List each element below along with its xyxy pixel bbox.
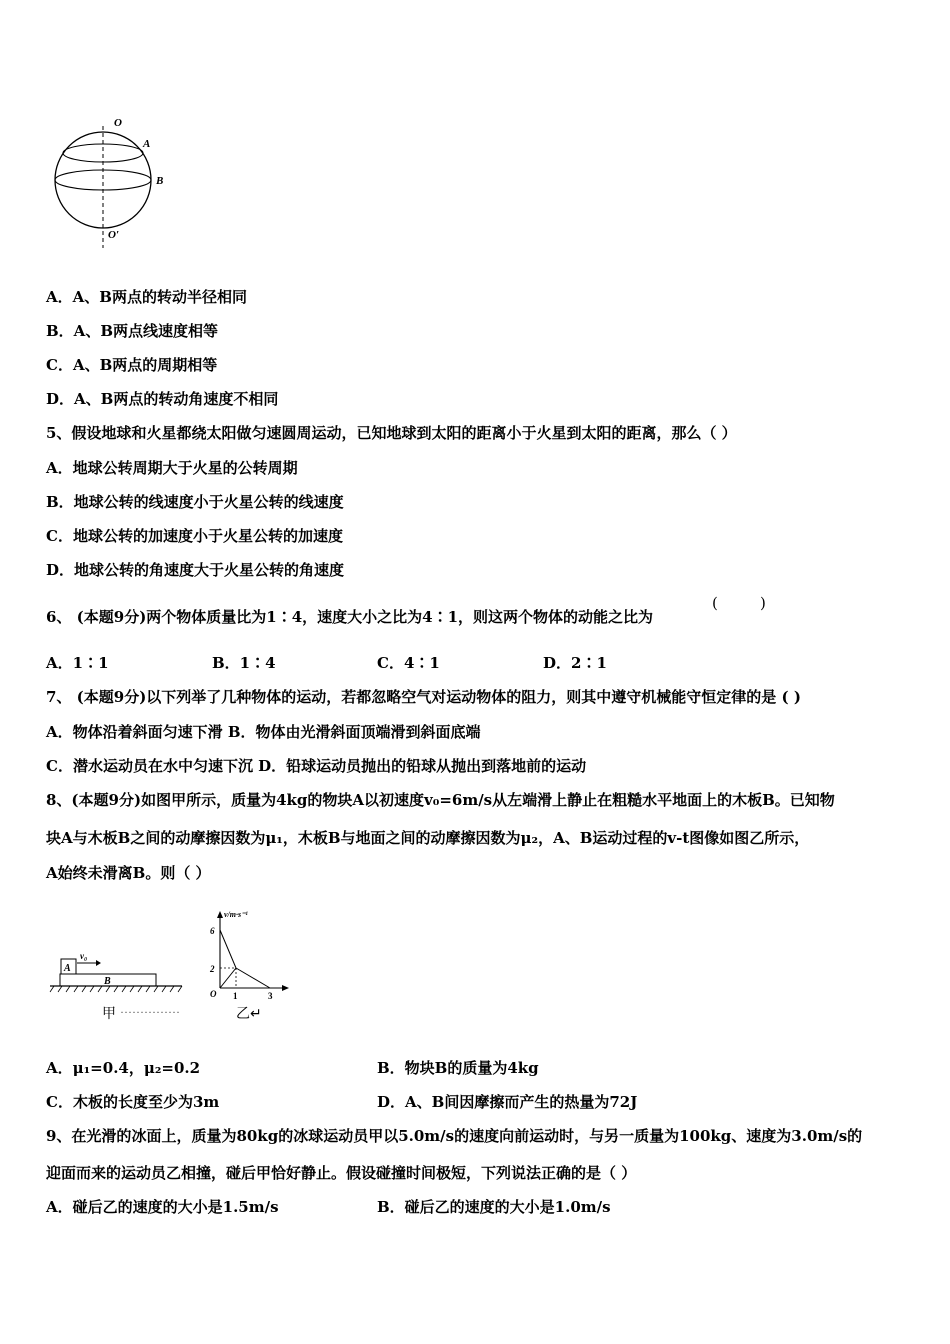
tick-3: 3 (268, 991, 273, 1001)
q7-stem: 7、 (本题9分)以下列举了几种物体的运动，若都忽略空气对运动物体的阻力，则其中遵守机械能守恒定律的是 ( ) (46, 688, 801, 706)
q9-option-a: A．碰后乙的速度的大小是1.5m/s (46, 1198, 279, 1216)
q9-stem-line2: 迎面而来的运动员乙相撞，碰后甲恰好静止。假设碰撞时间极短，下列说法正确的是（ ） (46, 1164, 637, 1182)
q9-option-b: B．碰后乙的速度的大小是1.0m/s (377, 1198, 611, 1216)
a-line (220, 930, 236, 968)
q6-option-a: A．1∶1 (46, 654, 109, 672)
q8-stem-line1: 8、(本题9分)如图甲所示，质量为4kg的物块A以初速度v₀=6m/s从左端滑上静止在粗糙水平地面上的木板B。已知物 (46, 791, 835, 809)
label-a: A (143, 138, 151, 150)
caption-jia: 甲 (102, 1007, 116, 1022)
q4-option-a: A．A、B两点的转动半径相同 (46, 288, 247, 306)
q8-stem-line3: A始终未滑离B。则（ ） (46, 864, 211, 882)
sphere-figure (40, 108, 190, 253)
q6-bracket-open: ( (712, 594, 718, 612)
caption-yi: 乙↵ (236, 1007, 262, 1022)
q7-options-ab: A．物体沿着斜面匀速下滑 B．物体由光滑斜面顶端滑到斜面底端 (46, 723, 481, 741)
q5-option-d: D．地球公转的角速度大于火星公转的角速度 (46, 561, 345, 579)
v0-arrowhead (96, 960, 101, 966)
v-axis-arrow (217, 911, 223, 918)
ground-hatching (50, 986, 182, 992)
q5-option-a: A．地球公转周期大于火星的公转周期 (46, 459, 298, 477)
equator-circle-b (55, 170, 151, 190)
q9-stem-line1: 9、在光滑的冰面上，质量为80kg的冰球运动员甲以5.0m/s的速度向前运动时，与另一质量为100kg、速度为3.0m/s的 (46, 1127, 863, 1145)
caption-dots: ··············· (120, 1005, 180, 1019)
q6-option-c: C．4∶1 (377, 654, 440, 672)
q8-option-c: C．木板的长度至少为3m (46, 1093, 220, 1111)
q7-options-cd: C．潜水运动员在水中匀速下沉 D．铅球运动员抛出的铅球从抛出到落地前的运动 (46, 757, 587, 775)
q5-option-b: B．地球公转的线速度小于火星公转的线速度 (46, 493, 344, 511)
t-axis-arrow (282, 985, 289, 991)
figure-jia (50, 951, 182, 992)
block-a-label: A (64, 963, 71, 974)
q6-option-b: B．1∶4 (212, 654, 276, 672)
q6-stem: 6、 (本题9分)两个物体质量比为1∶4，速度大小之比为4∶1，则这两个物体的动能之比为 (46, 608, 654, 626)
latitude-circle-a (63, 144, 143, 162)
q6-option-d: D．2∶1 (543, 654, 607, 672)
q5-option-c: C．地球公转的加速度小于火星公转的加速度 (46, 527, 343, 545)
v-axis-label: v/m·s⁻¹ (224, 910, 248, 919)
v0-label: v₀ (80, 951, 88, 961)
q8-option-d: D．A、B间因摩擦而产生的热量为72J (377, 1093, 638, 1111)
tick-6: 6 (210, 926, 215, 936)
board-b-label: B (104, 976, 111, 987)
label-b: B (156, 175, 164, 187)
q8-stem-line2: 块A与木板B之间的动摩擦因数为μ₁，木板B与地面之间的动摩擦因数为μ₂，A、B运动过程的v-t图像如图乙所示， (46, 829, 810, 847)
b-line-rise (220, 968, 236, 988)
q4-option-b: B．A、B两点线速度相等 (46, 322, 218, 340)
q6-bracket-close: ) (760, 594, 766, 612)
figure-yi (209, 910, 289, 1001)
tick-2: 2 (210, 964, 215, 974)
q8-option-a: A．μ₁=0.4，μ₂=0.2 (46, 1059, 201, 1077)
label-o: O (114, 117, 122, 129)
common-line (236, 968, 270, 988)
tick-1: 1 (233, 991, 238, 1001)
q8-option-b: B．物块B的质量为4kg (377, 1059, 539, 1077)
q8-figure (44, 906, 294, 1028)
label-o-prime: O′ (108, 229, 120, 241)
q5-stem: 5、假设地球和火星都绕太阳做匀速圆周运动，已知地球到太阳的距离小于火星到太阳的距离，那么（ ） (46, 424, 737, 442)
q4-option-c: C．A、B两点的周期相等 (46, 356, 218, 374)
q4-option-d: D．A、B两点的转动角速度不相同 (46, 390, 279, 408)
origin-o: O (210, 989, 217, 999)
